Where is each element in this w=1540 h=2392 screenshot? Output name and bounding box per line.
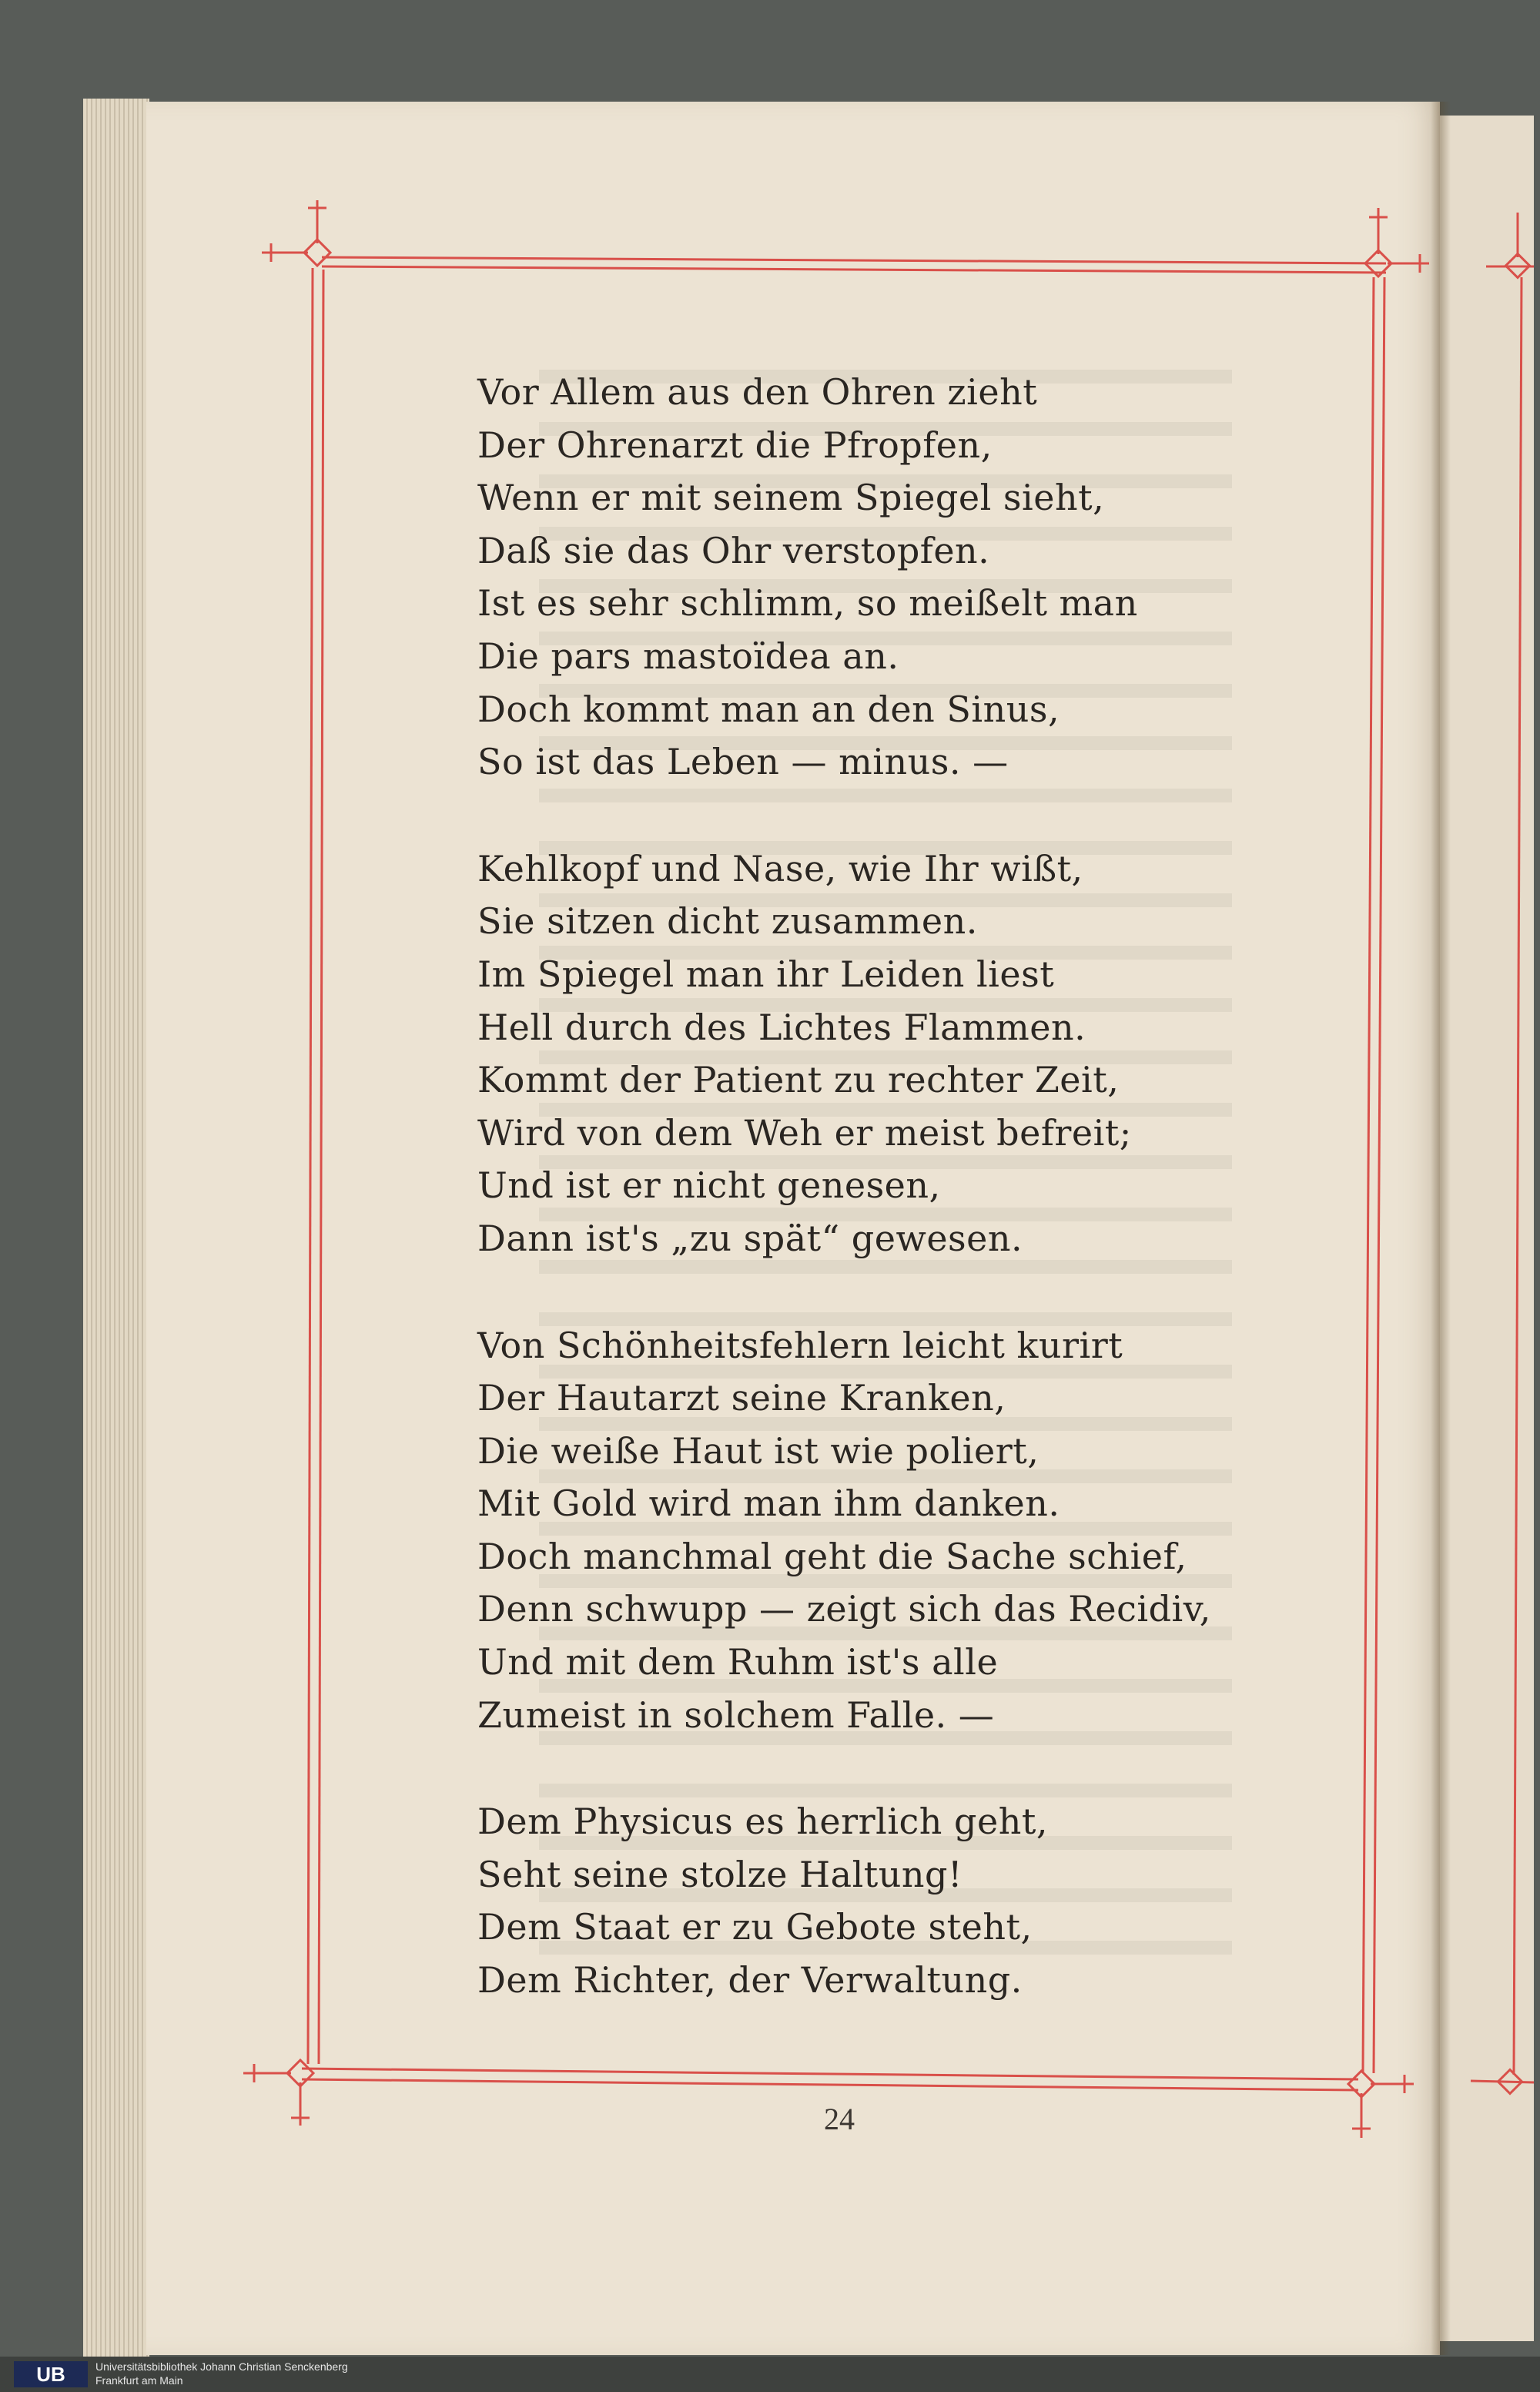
library-credit <box>95 2360 348 2387</box>
poem-line: Mit Gold wird man ihm danken. <box>477 1482 1060 1525</box>
poem-line: So ist das Leben — minus. — <box>477 741 1009 783</box>
corner-ornament-top-right <box>1365 208 1429 276</box>
poem <box>477 366 1340 2061</box>
poem-line: Der Ohrenarzt die Pfropfen, <box>477 424 993 466</box>
frame-top-line-inner <box>322 266 1386 273</box>
poem-line: Dann ist's „zu spät“ gewesen. <box>477 1217 1023 1259</box>
poem-line: Vor Allem aus den Ohren zieht <box>477 371 1038 413</box>
poem-line: Denn schwupp — zeigt sich das Recidiv, <box>477 1588 1211 1630</box>
poem-line: Die weiße Haut ist wie poliert, <box>477 1429 1040 1472</box>
poem-line: Die pars mastoïdea an. <box>477 635 899 677</box>
poem-line: Kehlkopf und Nase, wie Ihr wißt, <box>477 847 1083 889</box>
stanza <box>477 843 1340 1265</box>
page-number: 24 <box>824 2102 855 2136</box>
poem-line: Seht seine stolze Haltung! <box>477 1853 962 1895</box>
library-name: Universitätsbibliothek Johann Christian Senckenberg <box>95 2360 348 2373</box>
poem-line: Doch manchmal geht die Sache schief, <box>477 1535 1187 1577</box>
library-city: Frankfurt am Main <box>95 2374 183 2387</box>
poem-line: Hell durch des Lichtes Flammen. <box>477 1006 1086 1048</box>
poem-line: Und mit dem Ruhm ist's alle <box>477 1641 999 1683</box>
corner-ornament-bottom-left <box>243 2060 313 2126</box>
corner-ornament-bottom-right <box>1348 2071 1414 2138</box>
poem-line: Wenn er mit seinem Spiegel sieht, <box>477 477 1105 519</box>
poem-line: Dem Staat er zu Gebote steht, <box>477 1906 1033 1948</box>
poem-line: Im Spiegel man ihr Leiden liest <box>477 953 1055 995</box>
corner-ornament-top-left <box>262 200 330 266</box>
poem-line: Ist es sehr schlimm, so meißelt man <box>477 582 1138 625</box>
frame-left-line <box>308 268 313 2064</box>
poem-line: Sie sitzen dicht zusammen. <box>477 900 978 943</box>
poem-line: Der Hautarzt seine Kranken, <box>477 1377 1006 1419</box>
library-logo: UB <box>14 2361 88 2387</box>
poem-line: Dem Physicus es herrlich geht, <box>477 1801 1048 1843</box>
frame-right-line <box>1363 277 1374 2073</box>
poem-line: Von Schönheitsfehlern leicht kurirt <box>477 1324 1123 1366</box>
poem-line: Kommt der Patient zu rechter Zeit, <box>477 1059 1120 1101</box>
poem-line: Zumeist in solchem Falle. — <box>477 1693 995 1736</box>
frame-top-line <box>322 257 1386 263</box>
stanza <box>477 1795 1340 2006</box>
frame-bottom-line <box>302 2069 1358 2079</box>
frame-right-line-inner <box>1374 277 1384 2073</box>
poem-line: Wird von dem Weh er meist befreit; <box>477 1111 1132 1154</box>
poem-line: Und ist er nicht genesen, <box>477 1164 941 1207</box>
frame-left-line-inner <box>319 270 323 2064</box>
stanza <box>477 1319 1340 1742</box>
poem-line: Daß sie das Ohr verstopfen. <box>477 529 990 571</box>
facing-page-ornament <box>1471 213 1534 2094</box>
stanza <box>477 366 1340 789</box>
frame-bottom-line-inner <box>302 2079 1358 2090</box>
poem-line: Doch kommt man an den Sinus, <box>477 688 1060 730</box>
poem-line: Dem Richter, der Verwaltung. <box>477 1959 1023 2002</box>
